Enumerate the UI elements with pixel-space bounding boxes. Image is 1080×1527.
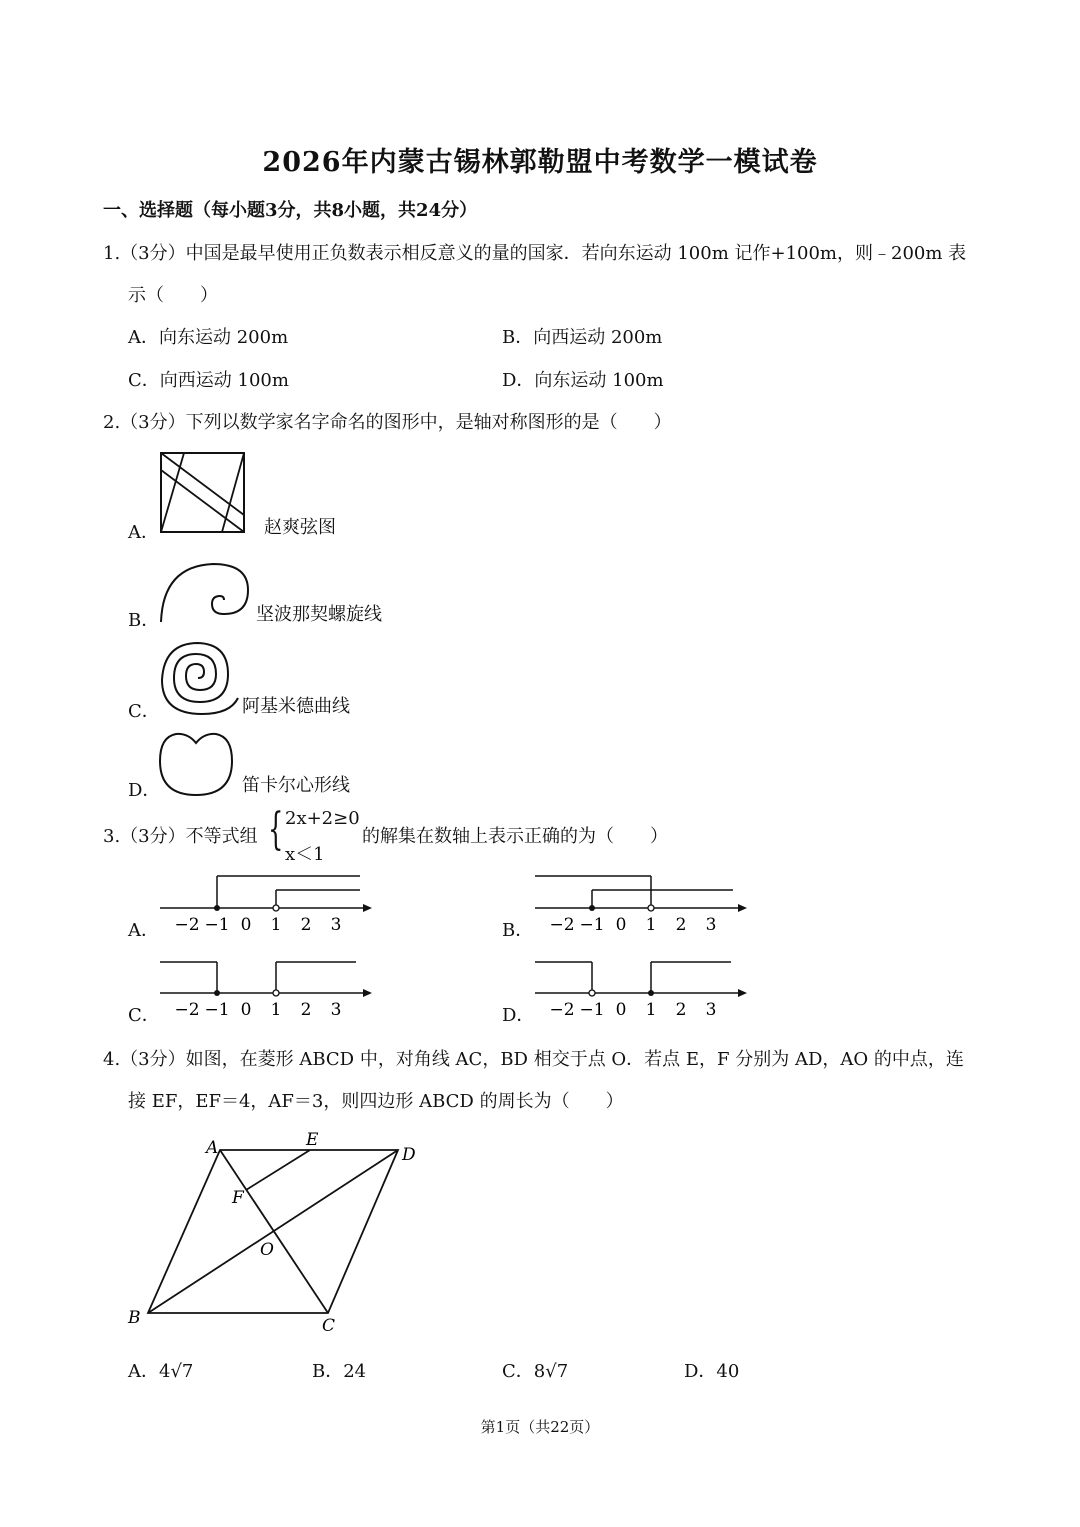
number-line-option-b bbox=[535, 870, 750, 940]
tick-label: 2 bbox=[300, 1000, 312, 1020]
question-2-option-c-letter: C． bbox=[128, 701, 160, 722]
tick-label: 2 bbox=[675, 1000, 687, 1020]
section-heading: 一、选择题（每小题3分，共8小题，共24分） bbox=[103, 200, 478, 221]
tick-label: 2 bbox=[675, 915, 687, 935]
tick-label: 1 bbox=[645, 1000, 657, 1020]
number-line-option-c bbox=[160, 955, 375, 1025]
question-3-stem-end: 的解集在数轴上表示正确的为（ ） bbox=[362, 826, 668, 847]
question-3-option-a-letter: A． bbox=[128, 920, 159, 941]
rhombus-figure bbox=[120, 1125, 430, 1335]
question-4-option-b: B．24 bbox=[312, 1361, 367, 1382]
tick-label: −2 bbox=[549, 915, 575, 935]
question-3-stem-start: 3.（3分）不等式组 bbox=[103, 826, 258, 847]
question-3-option-d-letter: D． bbox=[502, 1005, 535, 1026]
question-2-option-a-letter: A． bbox=[128, 522, 159, 543]
question-2-option-a-name: 赵爽弦图 bbox=[264, 517, 336, 538]
number-line-option-a bbox=[160, 870, 375, 940]
question-4-stem-cont: 接 EF，EF＝4，AF＝3，则四边形 ABCD 的周长为（ ） bbox=[128, 1091, 624, 1112]
inequality-1: 2x+2≥0 bbox=[285, 808, 360, 829]
tick-label: 3 bbox=[705, 915, 717, 935]
tick-label: −1 bbox=[579, 1000, 605, 1020]
point-label-a: A bbox=[206, 1138, 219, 1158]
question-2-option-b-letter: B． bbox=[128, 610, 160, 631]
number-line-option-d bbox=[535, 955, 750, 1025]
point-label-c: C bbox=[322, 1316, 336, 1336]
point-label-f: F bbox=[232, 1188, 244, 1208]
tick-label: 3 bbox=[705, 1000, 717, 1020]
tick-label: −2 bbox=[174, 1000, 200, 1020]
question-3-option-b-letter: B． bbox=[502, 920, 534, 941]
tick-label: 3 bbox=[330, 915, 342, 935]
page-title: 2026年内蒙古锡林郭勒盟中考数学一模试卷 bbox=[262, 147, 818, 178]
question-1-stem-cont: 示（ ） bbox=[128, 285, 218, 306]
point-label-b: B bbox=[128, 1308, 141, 1328]
tick-label: 0 bbox=[240, 915, 252, 935]
tick-label: 0 bbox=[615, 1000, 627, 1020]
archimedean-spiral-icon bbox=[158, 638, 240, 716]
tick-label: −2 bbox=[549, 1000, 575, 1020]
question-1-option-c: C．向西运动 100m bbox=[128, 370, 289, 391]
tick-label: 0 bbox=[240, 1000, 252, 1020]
tick-label: −1 bbox=[204, 1000, 230, 1020]
page-footer: 第1页（共22页） bbox=[480, 1418, 600, 1436]
question-2-option-d-name: 笛卡尔心形线 bbox=[242, 775, 350, 796]
point-label-o: O bbox=[260, 1240, 274, 1260]
question-1-option-d: D．向东运动 100m bbox=[502, 370, 664, 391]
tick-label: −2 bbox=[174, 915, 200, 935]
question-1-stem: 1.（3分）中国是最早使用正负数表示相反意义的量的国家．若向东运动 100m 记作+100m，则﹣200m 表 bbox=[103, 243, 967, 264]
question-2-stem: 2.（3分）下列以数学家名字命名的图形中，是轴对称图形的是（ ） bbox=[103, 412, 672, 433]
system-brace: { bbox=[268, 804, 284, 855]
point-label-e: E bbox=[306, 1130, 319, 1150]
question-4-option-a: A．4√7 bbox=[128, 1361, 194, 1382]
tick-label: 1 bbox=[270, 915, 282, 935]
question-2-option-c-name: 阿基米德曲线 bbox=[242, 696, 350, 717]
question-1-option-b: B．向西运动 200m bbox=[502, 327, 663, 348]
tick-label: 1 bbox=[270, 1000, 282, 1020]
question-2-option-b-name: 坚波那契螺旋线 bbox=[256, 604, 382, 625]
question-1-option-a: A．向东运动 200m bbox=[128, 327, 289, 348]
zhao-shuang-diagram-icon bbox=[160, 452, 246, 534]
point-label-d: D bbox=[402, 1145, 416, 1165]
tick-label: −1 bbox=[204, 915, 230, 935]
question-4-option-d: D．40 bbox=[684, 1361, 740, 1382]
fibonacci-spiral-icon bbox=[158, 562, 253, 624]
question-4-option-c: C．8√7 bbox=[502, 1361, 569, 1382]
inequality-2: x＜1 bbox=[285, 844, 325, 865]
question-3-option-c-letter: C． bbox=[128, 1005, 160, 1026]
cardioid-icon bbox=[158, 731, 234, 797]
tick-label: 1 bbox=[645, 915, 657, 935]
tick-label: −1 bbox=[579, 915, 605, 935]
tick-label: 0 bbox=[615, 915, 627, 935]
tick-label: 3 bbox=[330, 1000, 342, 1020]
question-4-stem: 4.（3分）如图，在菱形 ABCD 中，对角线 AC，BD 相交于点 O．若点 E，F 分别为 AD，AO 的中点，连 bbox=[103, 1049, 964, 1070]
tick-label: 2 bbox=[300, 915, 312, 935]
question-2-option-d-letter: D． bbox=[128, 780, 161, 801]
